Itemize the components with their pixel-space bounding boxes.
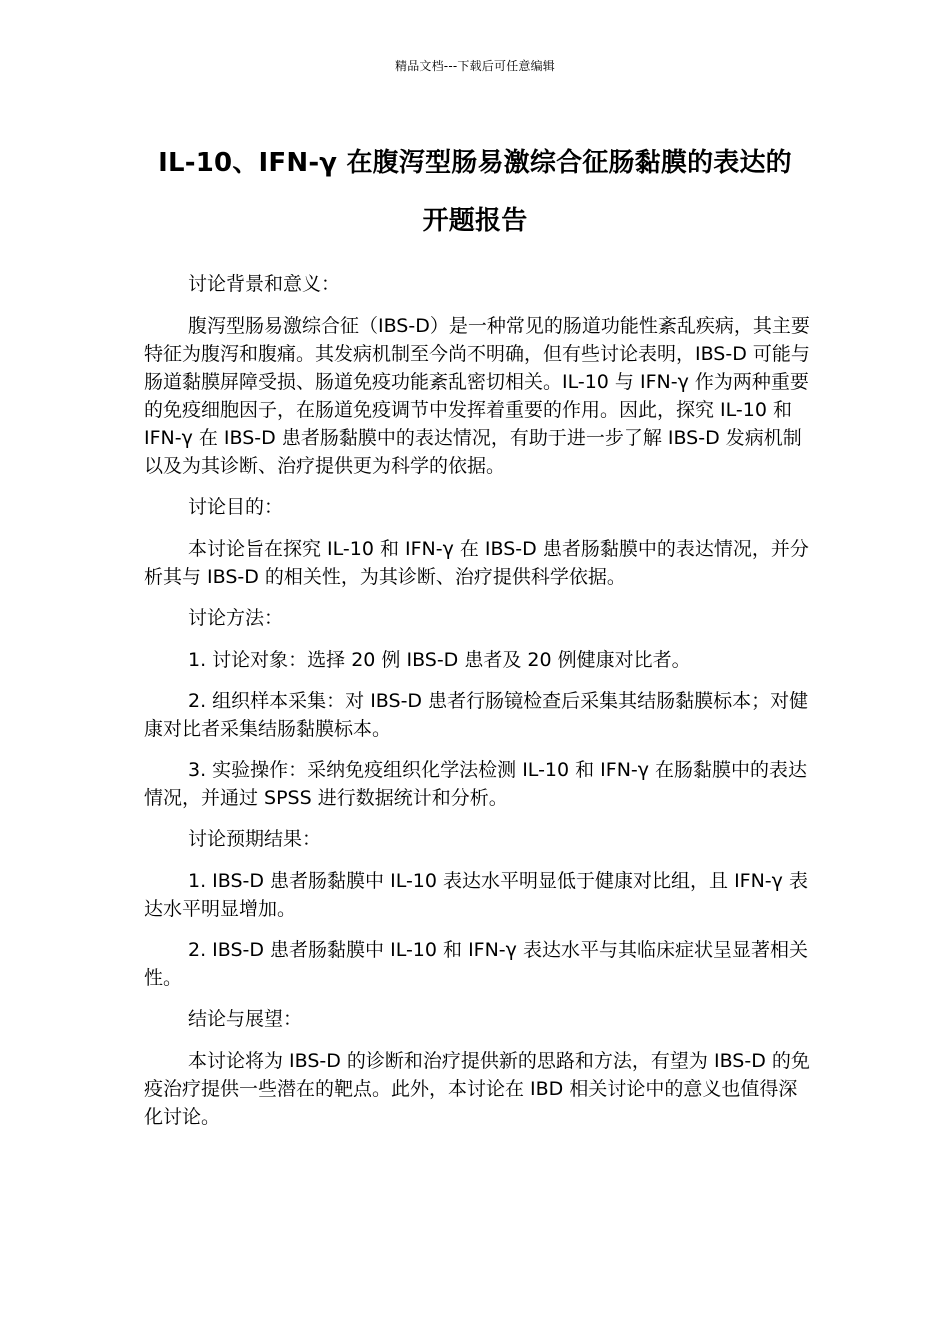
section-heading-expected: 讨论预期结果： (188, 828, 322, 850)
paragraph-background: 腹泻型肠易激综合征（IBS-D）是一种常见的肠道功能性紊乱疾病，其主要特征为腹泻和腹痛。其发病机制至今尚不明确，但有些讨论表明，IBS-D 可能与肠道黏膜屏障受损、肠道免疫功能紊乱密切相关。IL-10 与 IFN-γ 作为两种重要的免疫细胞因子，在肠道免疫调节中发挥着重要的作用。因此，探究 IL-10 和 IFN-γ 在 IBS-D 患者肠黏膜中的表达情况，有助于进一步了解 IBS-D 发病机制以及为其诊断、治疗提供更为科学的依据。 (144, 315, 810, 477)
method-item-3: 3. 实验操作：采纳免疫组织化学法检测 IL-10 和 IFN-γ 在肠黏膜中的表达情况，并通过 SPSS 进行数据统计和分析。 (144, 759, 808, 809)
paragraph-conclusion: 本讨论将为 IBS-D 的诊断和治疗提供新的思路和方法，有望为 IBS-D 的免疫治疗提供一些潜在的靶点。此外，本讨论在 IBD 相关讨论中的意义也值得深化讨论。 (144, 1050, 810, 1128)
expected-item-2: 2. IBS-D 患者肠黏膜中 IL-10 和 IFN-γ 表达水平与其临床症状呈显著相关性。 (144, 939, 808, 989)
document-title (130, 134, 820, 250)
section-heading-method: 讨论方法： (188, 607, 284, 629)
paragraph-purpose: 本讨论旨在探究 IL-10 和 IFN-γ 在 IBS-D 患者肠黏膜中的表达情况，并分析其与 IBS-D 的相关性，为其诊断、治疗提供科学依据。 (144, 538, 809, 588)
document-body (144, 270, 810, 1144)
method-item-2: 2. 组织样本采集：对 IBS-D 患者行肠镜检查后采集其结肠黏膜标本；对健康对比者采集结肠黏膜标本。 (144, 690, 809, 740)
title-line-1: IL-10、IFN-γ 在腹泻型肠易激综合征肠黏膜的表达的 (158, 148, 792, 178)
section-heading-purpose: 讨论目的： (188, 496, 284, 518)
section-heading-conclusion: 结论与展望： (188, 1008, 303, 1030)
section-heading-background: 讨论背景和意义： (188, 273, 341, 295)
expected-item-1: 1. IBS-D 患者肠黏膜中 IL-10 表达水平明显低于健康对比组，且 IFN-γ 表达水平明显增加。 (144, 870, 808, 920)
title-line-2: 开题报告 (422, 206, 528, 236)
page-header: 精品文档---下载后可任意编辑 (395, 59, 555, 73)
method-item-1: 1. 讨论对象：选择 20 例 IBS-D 患者及 20 例健康对比者。 (188, 649, 691, 671)
